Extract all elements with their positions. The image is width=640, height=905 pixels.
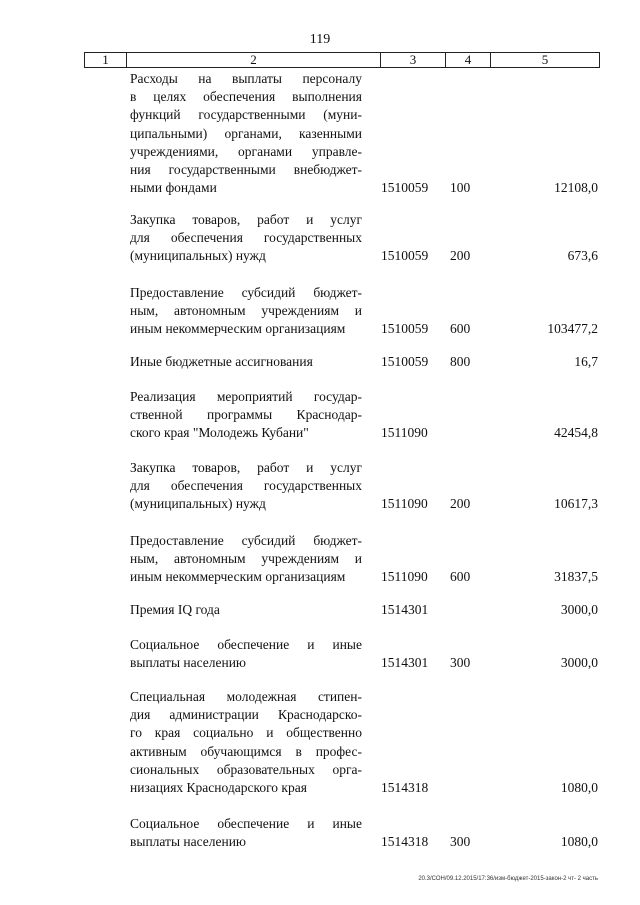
description-line: иным некоммерческим организациям	[130, 321, 346, 337]
amount-value: 103477,2	[547, 321, 598, 337]
description-line: Закупка товаров, работ и услуг	[130, 212, 362, 227]
row-description	[130, 353, 362, 371]
description-line: иным некоммерческим организациям	[130, 569, 346, 585]
description-line: Закупка товаров, работ и услуг	[130, 460, 362, 475]
description-line: (муниципальных) нужд	[130, 496, 266, 512]
description-line: ными фондами	[130, 180, 217, 196]
description-line: учреждениями, органами управле-	[130, 143, 362, 159]
expense-type-code: 300	[450, 834, 471, 850]
target-article-code: 1511090	[381, 569, 428, 585]
description-line: Иные бюджетные ассигнования	[130, 354, 313, 369]
amount-value: 16,7	[574, 354, 598, 369]
amount-value: 3000,0	[560, 602, 598, 617]
target-article-code: 1514318	[381, 834, 429, 850]
amount-value: 31837,5	[554, 569, 598, 585]
column-header-5: 5	[541, 52, 549, 67]
description-line: Премия IQ года	[130, 602, 220, 617]
description-line: выплаты населению	[130, 834, 247, 850]
description-line: Социальное обеспечение и иные	[130, 637, 362, 652]
column-header-4: 4	[446, 53, 491, 67]
description-line: ным, автономным учреждениям и	[130, 303, 362, 319]
description-line: (муниципальных) нужд	[130, 248, 266, 264]
target-article-code: 1510059	[381, 354, 429, 369]
amount-value: 1080,0	[560, 780, 598, 795]
amount-value: 673,6	[567, 248, 598, 264]
target-article-code: 1510059	[381, 321, 429, 337]
description-line: выплаты населению	[130, 655, 247, 671]
expense-type-code: 100	[450, 180, 471, 196]
row-description	[130, 70, 362, 197]
expense-type-code: 600	[450, 569, 471, 585]
description-line: ципальными) органами, казенными	[130, 125, 362, 141]
description-line: для обеспечения государственных	[130, 230, 362, 246]
target-article-code: 1514301	[381, 602, 429, 617]
column-header-2: 2	[127, 53, 381, 67]
description-line: Специальная молодежная стипен-	[130, 689, 362, 704]
column-header-1: 1	[85, 53, 127, 67]
amount-value: 12108,0	[554, 180, 598, 196]
description-line: дия администрации Краснодарско-	[130, 707, 362, 723]
description-line: функций государственными (муни-	[130, 107, 362, 123]
row-description	[130, 601, 362, 619]
description-line: ского края "Молодежь Кубани"	[130, 425, 309, 441]
description-line: ственной программы Краснодар-	[130, 407, 362, 423]
target-article-code: 1514301	[381, 655, 429, 671]
row-description	[130, 459, 362, 514]
amount-value: 10617,3	[554, 496, 598, 512]
amount-value: 42454,8	[554, 425, 598, 441]
target-article-code: 1510059	[381, 248, 429, 264]
description-line: в целях обеспечения выполнения	[130, 89, 362, 105]
row-description	[130, 388, 362, 443]
target-article-code: 1511090	[381, 425, 428, 441]
footer-file-stamp: 20.3/СОН/09.12.2015/17:36/изм-бюджет-2015-закон-2 чт- 2 часть	[418, 876, 598, 882]
amount-value: 1080,0	[560, 834, 598, 850]
description-line: активным обучающимся в профес-	[130, 743, 362, 759]
row-description	[130, 284, 362, 339]
description-line: Предоставление субсидий бюджет-	[130, 533, 362, 548]
expense-type-code: 600	[450, 321, 471, 337]
expense-type-code: 300	[450, 655, 471, 671]
description-line: ния государственными внебюджет-	[130, 162, 362, 178]
description-line: сиональных образовательных орга-	[130, 761, 362, 777]
target-article-code: 1514318	[381, 780, 429, 795]
description-line: го края социально и общественно	[130, 725, 362, 741]
description-line: Предоставление субсидий бюджет-	[130, 285, 362, 300]
row-description	[130, 211, 362, 266]
description-line: Реализация мероприятий государ-	[130, 389, 362, 404]
description-line: Социальное обеспечение и иные	[130, 816, 362, 831]
page-number: 119	[309, 32, 331, 47]
target-article-code: 1510059	[381, 180, 429, 196]
description-line: низациях Краснодарского края	[130, 780, 307, 796]
description-line: для обеспечения государственных	[130, 478, 362, 494]
row-description	[130, 688, 362, 797]
target-article-code: 1511090	[381, 496, 428, 512]
amount-value: 3000,0	[560, 655, 598, 671]
description-line: Расходы на выплаты персоналу	[130, 71, 362, 86]
row-description	[130, 636, 362, 672]
expense-type-code: 800	[450, 354, 471, 369]
expense-type-code: 200	[450, 496, 471, 512]
expense-type-code: 200	[450, 248, 471, 264]
column-header-3: 3	[381, 53, 446, 67]
row-description	[130, 815, 362, 851]
row-description	[130, 532, 362, 587]
description-line: ным, автономным учреждениям и	[130, 551, 362, 567]
